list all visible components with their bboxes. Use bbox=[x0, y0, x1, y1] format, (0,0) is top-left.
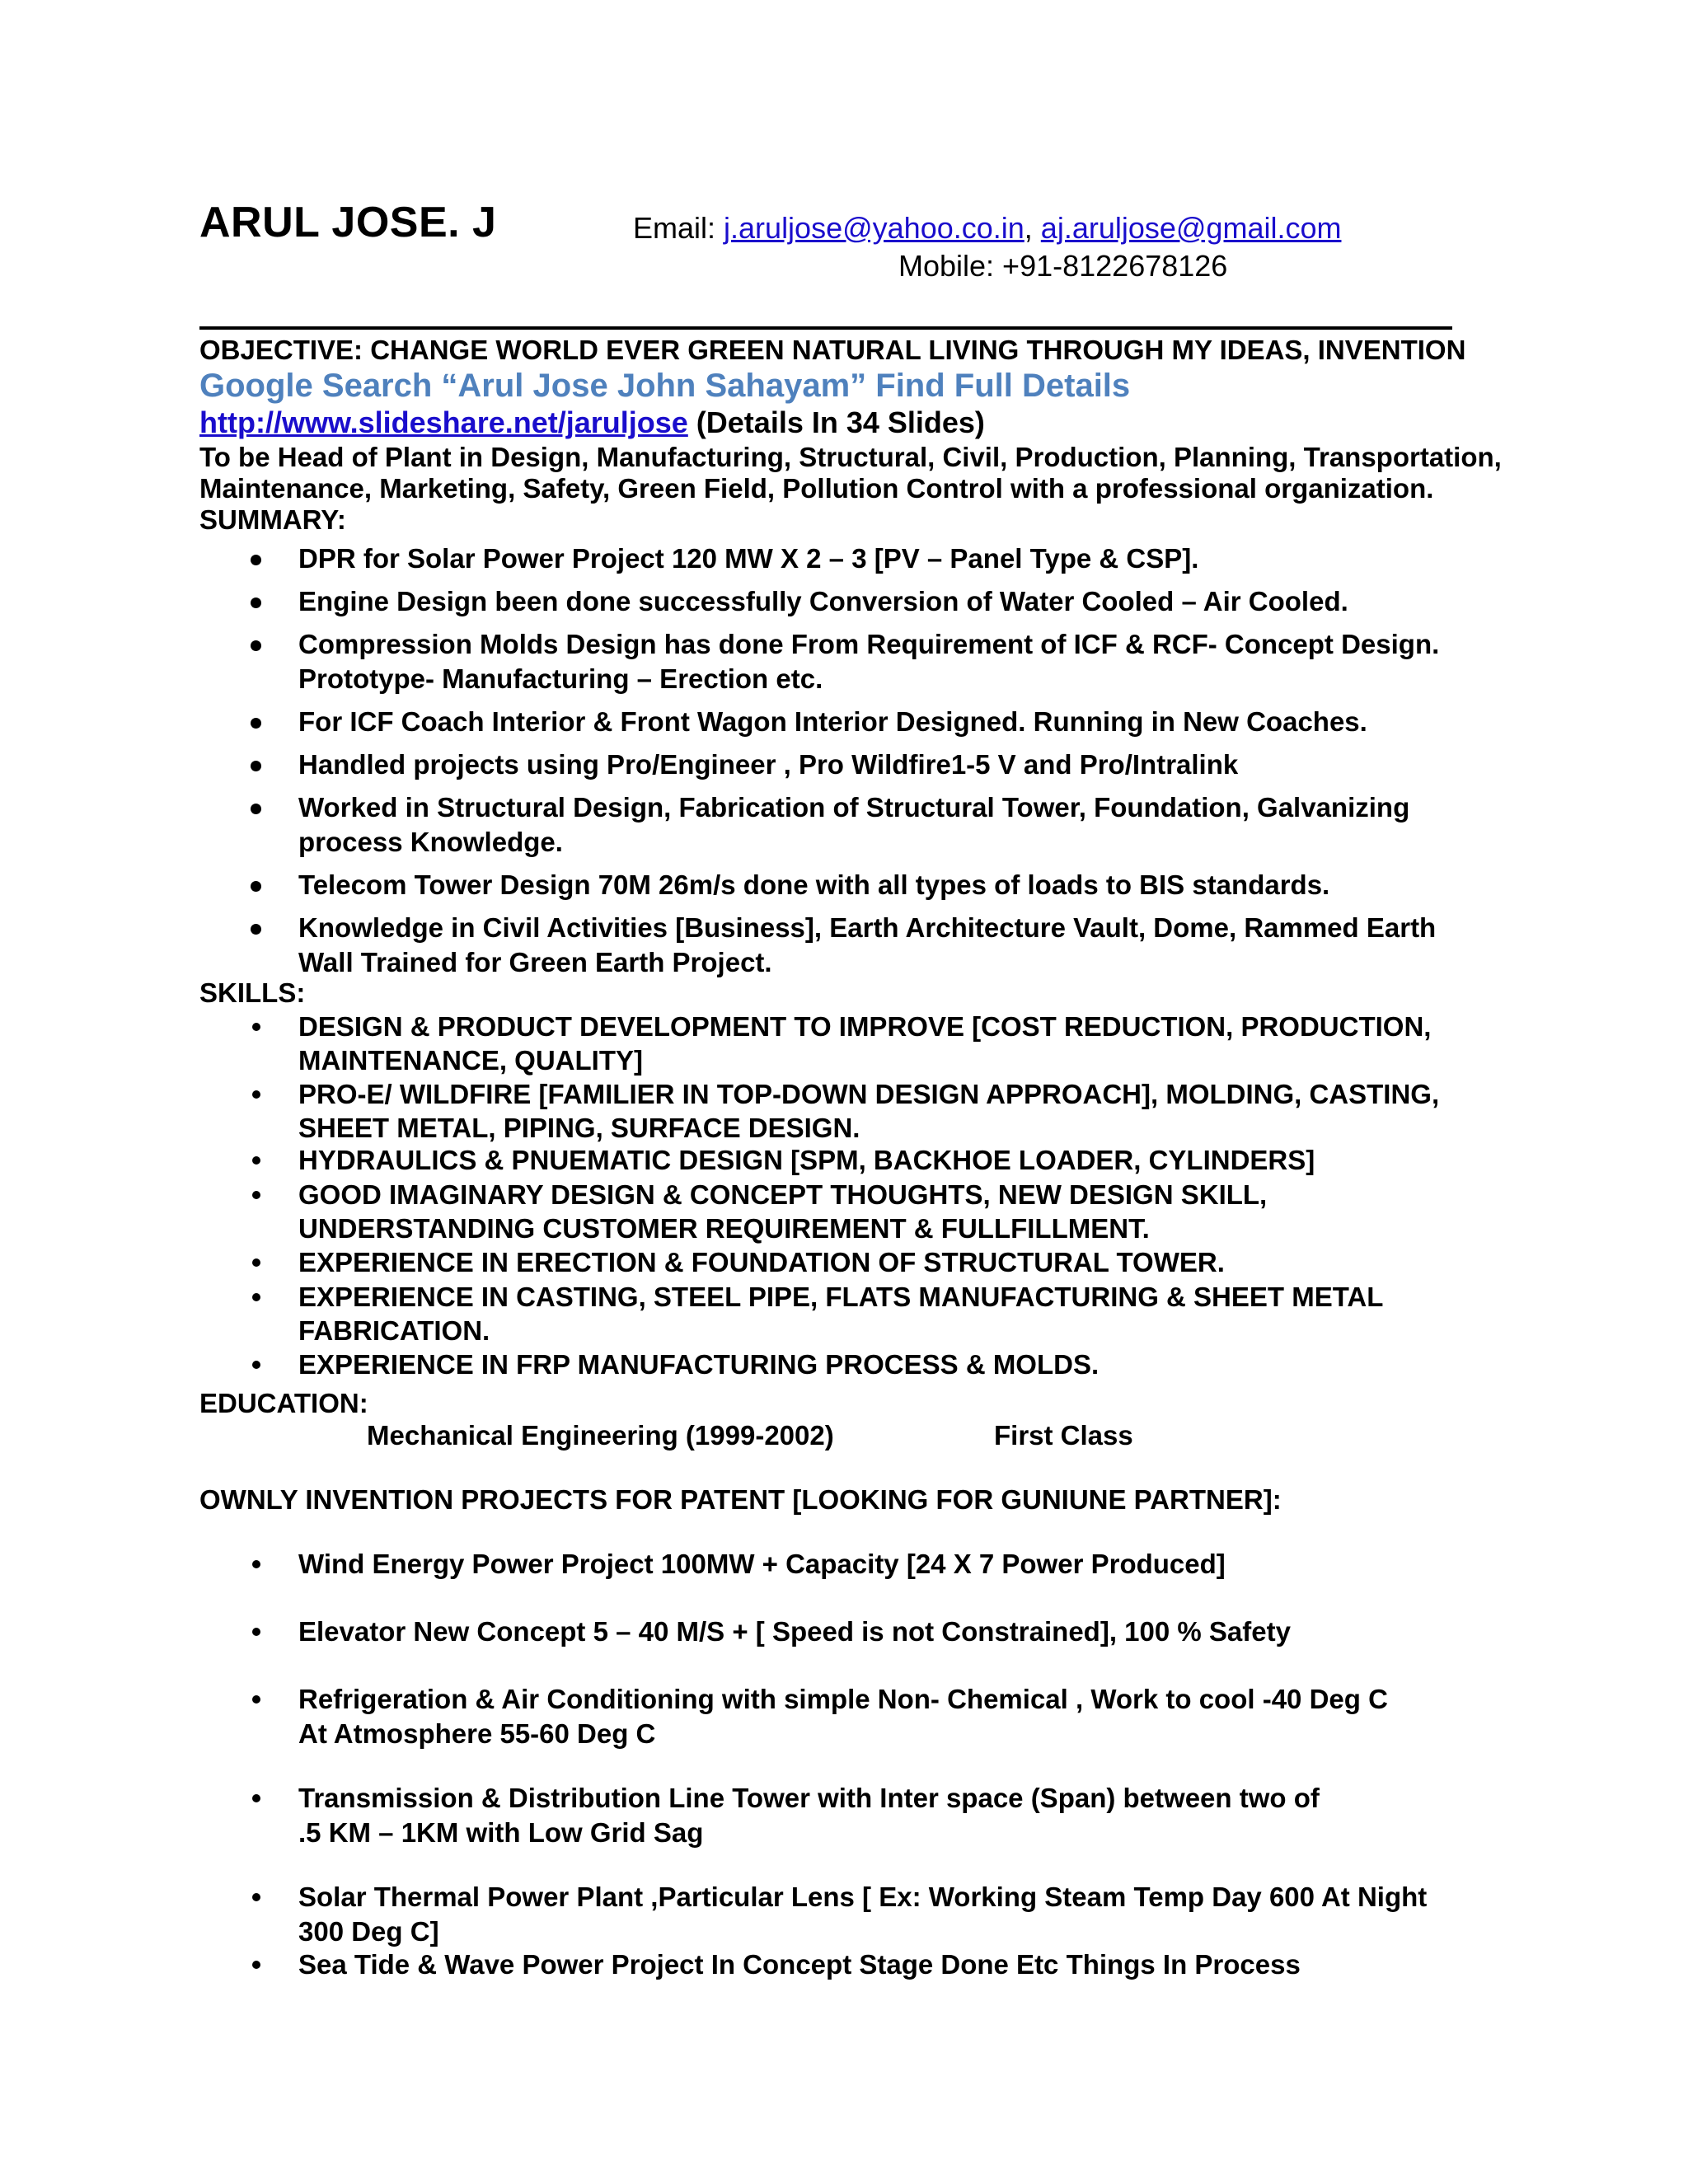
bullet-icon bbox=[252, 1361, 260, 1369]
email-link-yahoo[interactable]: j.aruljose@yahoo.co.in bbox=[724, 211, 1025, 245]
summary-item-line: Handled projects using Pro/Engineer , Pro Wildfire1-5 V and Pro/Intralink bbox=[298, 749, 1239, 780]
bullet-icon bbox=[252, 1156, 260, 1165]
header-divider bbox=[199, 326, 1452, 330]
bullet-icon bbox=[251, 640, 261, 651]
education-degree: Mechanical Engineering (1999-2002) bbox=[367, 1420, 834, 1451]
bullet-icon bbox=[252, 1293, 260, 1301]
skill-item-line: PRO-E/ WILDFIRE [FAMILIER IN TOP-DOWN DESIGN APPROACH], MOLDING, CASTING, bbox=[298, 1079, 1440, 1109]
contact-mobile: Mobile: +91-8122678126 bbox=[898, 249, 1228, 283]
inventions-heading: OWNLY INVENTION PROJECTS FOR PATENT [LOOKING FOR GUNIUNE PARTNER]: bbox=[199, 1484, 1282, 1515]
bullet-icon bbox=[252, 1090, 260, 1099]
skill-item-line: MAINTENANCE, QUALITY] bbox=[298, 1045, 643, 1076]
summary-item-line: Prototype- Manufacturing – Erection etc. bbox=[298, 663, 823, 694]
summary-item-line: process Knowledge. bbox=[298, 827, 563, 857]
email-separator: , bbox=[1024, 211, 1041, 245]
skill-item-line: GOOD IMAGINARY DESIGN & CONCEPT THOUGHTS, NEW DESIGN SKILL, bbox=[298, 1179, 1268, 1210]
objective-desc-1: To be Head of Plant in Design, Manufacturing, Structural, Civil, Production, Planning, Transportation, bbox=[199, 442, 1502, 472]
skill-item-line: UNDERSTANDING CUSTOMER REQUIREMENT & FULLFILLMENT. bbox=[298, 1213, 1150, 1244]
summary-item-line: Knowledge in Civil Activities [Business], Earth Architecture Vault, Dome, Rammed Earth bbox=[298, 912, 1437, 943]
skill-item-line: DESIGN & PRODUCT DEVELOPMENT TO IMPROVE [COST REDUCTION, PRODUCTION, bbox=[298, 1011, 1432, 1042]
bullet-icon bbox=[251, 555, 261, 565]
summary-item-line: Worked in Structural Design, Fabrication of Structural Tower, Foundation, Galvanizing bbox=[298, 792, 1410, 823]
google-search-note: Google Search “Arul Jose John Sahayam” Find Full Details bbox=[199, 368, 1131, 404]
summary-item-line: Compression Molds Design has done From Requirement of ICF & RCF- Concept Design. bbox=[298, 629, 1440, 659]
summary-heading: SUMMARY: bbox=[199, 504, 346, 535]
bullet-icon bbox=[251, 881, 261, 892]
invention-item-line: Sea Tide & Wave Power Project In Concept Stage Done Etc Things In Process bbox=[298, 1949, 1301, 1980]
invention-item-line: At Atmosphere 55-60 Deg C bbox=[298, 1718, 656, 1749]
email-label: Email: bbox=[633, 211, 724, 245]
skill-item-line: HYDRAULICS & PNUEMATIC DESIGN [SPM, BACKHOE LOADER, CYLINDERS] bbox=[298, 1145, 1315, 1175]
bullet-icon bbox=[252, 1893, 260, 1901]
slideshare-line bbox=[199, 405, 985, 440]
skill-item-line: EXPERIENCE IN CASTING, STEEL PIPE, FLATS MANUFACTURING & SHEET METAL bbox=[298, 1282, 1384, 1312]
objective-desc-2: Maintenance, Marketing, Safety, Green Field, Pollution Control with a professional organization. bbox=[199, 473, 1434, 504]
invention-item-line: Solar Thermal Power Plant ,Particular Lens [ Ex: Working Steam Temp Day 600 At Night bbox=[298, 1882, 1428, 1912]
education-grade: First Class bbox=[994, 1420, 1133, 1451]
bullet-icon bbox=[251, 718, 261, 729]
bullet-icon bbox=[252, 1560, 260, 1568]
summary-item-line: DPR for Solar Power Project 120 MW X 2 – 3 [PV – Panel Type & CSP]. bbox=[298, 543, 1199, 574]
invention-item-line: 300 Deg C] bbox=[298, 1916, 439, 1947]
summary-item-line: For ICF Coach Interior & Front Wagon Interior Designed. Running in New Coaches. bbox=[298, 706, 1367, 737]
invention-item-line: Elevator New Concept 5 – 40 M/S + [ Speed is not Constrained], 100 % Safety bbox=[298, 1616, 1291, 1647]
bullet-icon bbox=[252, 1628, 260, 1636]
email-link-gmail[interactable]: aj.aruljose@gmail.com bbox=[1040, 211, 1342, 245]
summary-item-line: Wall Trained for Green Earth Project. bbox=[298, 947, 772, 977]
bullet-icon bbox=[252, 1794, 260, 1802]
bullet-icon bbox=[251, 761, 261, 771]
candidate-name: ARUL JOSE. J bbox=[199, 199, 497, 246]
bullet-icon bbox=[252, 1258, 260, 1267]
slideshare-suffix: (Details In 34 Slides) bbox=[687, 405, 985, 439]
invention-item-line: Wind Energy Power Project 100MW + Capacity [24 X 7 Power Produced] bbox=[298, 1549, 1226, 1579]
invention-item-line: Refrigeration & Air Conditioning with simple Non- Chemical , Work to cool -40 Deg C bbox=[298, 1684, 1388, 1714]
bullet-icon bbox=[252, 1191, 260, 1199]
bullet-icon bbox=[251, 924, 261, 935]
contact-email-line bbox=[633, 211, 1341, 246]
bullet-icon bbox=[251, 598, 261, 608]
bullet-icon bbox=[252, 1961, 260, 1969]
skill-item-line: SHEET METAL, PIPING, SURFACE DESIGN. bbox=[298, 1113, 860, 1143]
slideshare-link[interactable]: http://www.slideshare.net/jaruljose bbox=[199, 405, 688, 439]
education-heading: EDUCATION: bbox=[199, 1388, 368, 1418]
summary-item-line: Telecom Tower Design 70M 26m/s done with all types of loads to BIS standards. bbox=[298, 869, 1330, 900]
skill-item-line: EXPERIENCE IN ERECTION & FOUNDATION OF STRUCTURAL TOWER. bbox=[298, 1247, 1225, 1277]
bullet-icon bbox=[252, 1695, 260, 1704]
invention-item-line: Transmission & Distribution Line Tower with Inter space (Span) between two of bbox=[298, 1783, 1320, 1813]
objective-line: OBJECTIVE: CHANGE WORLD EVER GREEN NATURAL LIVING THROUGH MY IDEAS, INVENTION bbox=[199, 335, 1466, 365]
invention-item-line: .5 KM – 1KM with Low Grid Sag bbox=[298, 1817, 704, 1848]
summary-item-line: Engine Design been done successfully Conversion of Water Cooled – Air Cooled. bbox=[298, 586, 1348, 616]
bullet-icon bbox=[251, 804, 261, 814]
skills-heading: SKILLS: bbox=[199, 977, 306, 1008]
skill-item-line: FABRICATION. bbox=[298, 1315, 490, 1346]
bullet-icon bbox=[252, 1023, 260, 1031]
skill-item-line: EXPERIENCE IN FRP MANUFACTURING PROCESS & MOLDS. bbox=[298, 1349, 1100, 1380]
